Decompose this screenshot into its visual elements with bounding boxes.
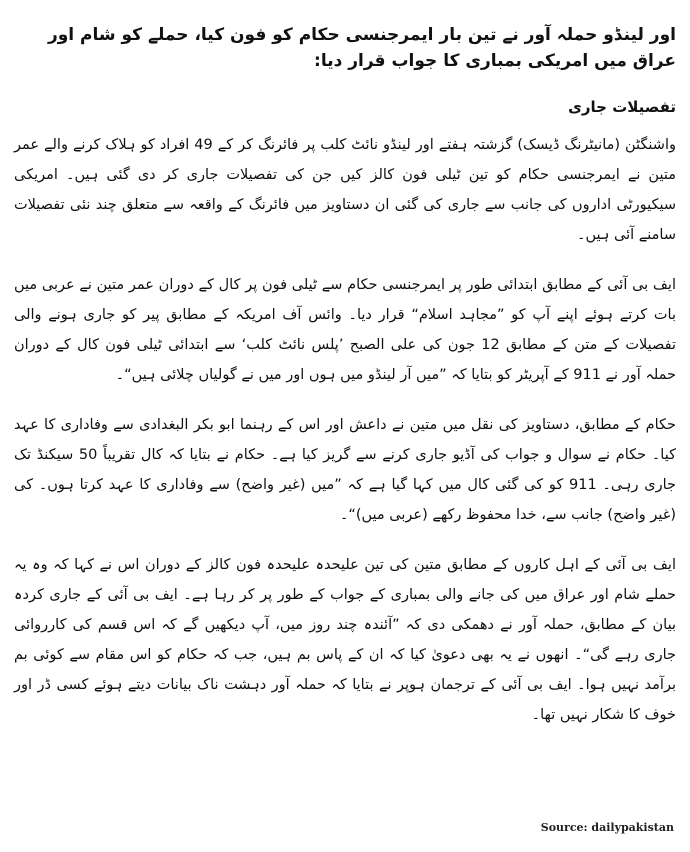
article-paragraph-3: حکام کے مطابق، دستاویز کی نقل میں متین نے داعش اور اس کے رہنما ابو بکر البغدادی سے وفاداری کا عہد کیا۔ حکام نے سوال و جواب کی آڈیو جاری کرنے سے گریز کیا ہے۔ حکام نے بتایا کہ کال تقریباً 50 سیکنڈ تک جاری رہی۔ 911 کو کی گئی کال میں کہا گیا ہے کہ ”میں (غیر واضح) سے وفاداری کا عہد کرتا ہوں۔ کی (غیر واضح) جانب سے، خدا محفوظ رکھے (عربی میں)“۔ [14, 417, 676, 523]
article-paragraph-1: واشنگٹن (مانیٹرنگ ڈیسک) گزشتہ ہفتے اور لینڈو نائٹ کلب پر فائرنگ کر کے 49 افراد کو ہلاک کرنے والے عمر متین نے ایمرجنسی حکام کو تین ٹیلی فون کالز کیں جن کی تفصیلات جاری کر دی گئی ہیں۔ امریکی سیکیورٹی اداروں کی جانب سے جاری کی گئی ان دستاویز میں فائرنگ کے واقعہ سے متعلق چند نئی تفصیلات سامنے آئی ہیں۔ [14, 137, 676, 243]
article-paragraph-2: ایف بی آئی کے مطابق ابتدائی طور پر ایمرجنسی حکام سے ٹیلی فون پر کال کے دوران عمر متین نے عربی میں بات کرتے ہوئے اپنے آپ کو ”مجاہد اسلام“ قرار دیا۔ وائس آف امریکہ کے مطابق پیر کو جاری ہونے والی تفصیلات کے متن کے مطابق 12 جون کی علی الصبح ’پلس نائٹ کلب‘ سے ابتدائی ٹیلی فون کال کے دوران حملہ آور نے 911 کے آپریٹر کو بتایا کہ ”میں آر لینڈو میں ہوں اور میں نے گولیاں چلائی ہیں“۔ [14, 277, 676, 383]
article-subheading: تفصیلات جاری [568, 98, 676, 116]
article-paragraph-4: ایف بی آئی کے اہل کاروں کے مطابق متین کی تین علیحدہ علیحدہ فون کالز کے دوران اس نے کہا کہ وہ یہ حملے شام اور عراق میں کی جانے والی بمباری کے جواب کے طور پر کر رہا ہے۔ ایف بی آئی کے جاری کردہ بیان کے مطابق، حملہ آور نے دھمکی دی کہ ”آئندہ چند روز میں، آپ دیکھیں گے کہ اس قسم کی کارروائی جاری رہے گی“۔ انھوں نے یہ بھی دعویٰ کیا کہ ان کے پاس بم ہیں، جب کہ حکام کو اس مقام سے کوئی بم برآمد نہیں ہوا۔ ایف بی آئی کے ترجمان ہوپر نے بتایا کہ حملہ آور دہشت ناک بیانات دیتے ہوئے کسی ڈر اور خوف کا شکار نہیں تھا۔ [14, 557, 676, 723]
article-headline: اور لینڈو حملہ آور نے تین بار ایمرجنسی حکام کو فون کیا، حملے کو شام اور عراق میں امریکی بمباری کا جواب قرار دیا: [47, 25, 676, 71]
source-credit: Source: dailypakistan [540, 821, 674, 834]
